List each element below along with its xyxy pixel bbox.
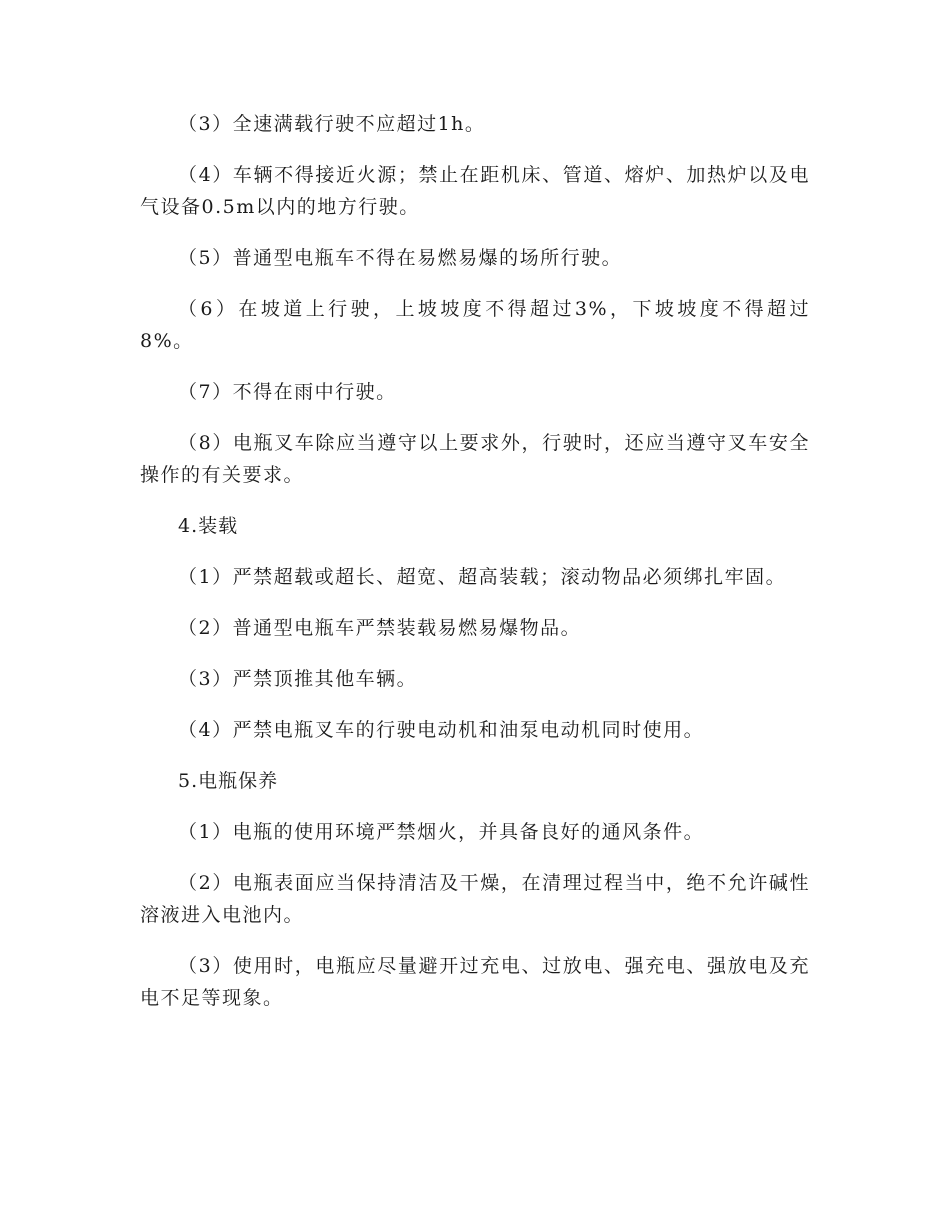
paragraph-battery-2-cleaning: （2）电瓶表面应当保持清洁及干燥，在清理过程当中，绝不允许碱性溶液进入电池内。 xyxy=(140,872,810,926)
paragraph-item-7-rain: （7）不得在雨中行驶。 xyxy=(178,381,397,403)
paragraph-item-6-slope: （6）在坡道上行驶，上坡坡度不得超过3%，下坡坡度不得超过8%。 xyxy=(140,298,810,352)
paragraph-loading-3-pushing: （3）严禁顶推其他车辆。 xyxy=(178,668,418,690)
paragraph-item-5-explosive-area: （5）普通型电瓶车不得在易燃易爆的场所行驶。 xyxy=(178,247,623,269)
paragraph-battery-3-charging: （3）使用时，电瓶应尽量避开过充电、过放电、强充电、强放电及充电不足等现象。 xyxy=(140,955,810,1009)
paragraph-battery-1-environment: （1）电瓶的使用环境严禁烟火，并具备良好的通风条件。 xyxy=(178,821,705,843)
paragraph-item-8-forklift: （8）电瓶叉车除应当遵守以上要求外，行驶时，还应当遵守叉车安全操作的有关要求。 xyxy=(140,432,810,486)
section-heading-loading: 4.装载 xyxy=(178,515,239,537)
paragraph-loading-2-flammables: （2）普通型电瓶车严禁装载易燃易爆物品。 xyxy=(178,617,582,639)
section-heading-battery-maintenance: 5.电瓶保养 xyxy=(178,770,279,792)
paragraph-item-4-fire-source: （4）车辆不得接近火源；禁止在距机床、管道、熔炉、加热炉以及电气设备0.5m以内的地方行驶。 xyxy=(140,164,810,218)
paragraph-loading-1-overload: （1）严禁超载或超长、超宽、超高装载；滚动物品必须绑扎牢固。 xyxy=(178,566,787,588)
document-body xyxy=(140,108,810,1033)
paragraph-item-3-full-load: （3）全速满载行驶不应超过1h。 xyxy=(178,113,486,135)
paragraph-loading-4-motors: （4）严禁电瓶叉车的行驶电动机和油泵电动机同时使用。 xyxy=(178,719,705,741)
